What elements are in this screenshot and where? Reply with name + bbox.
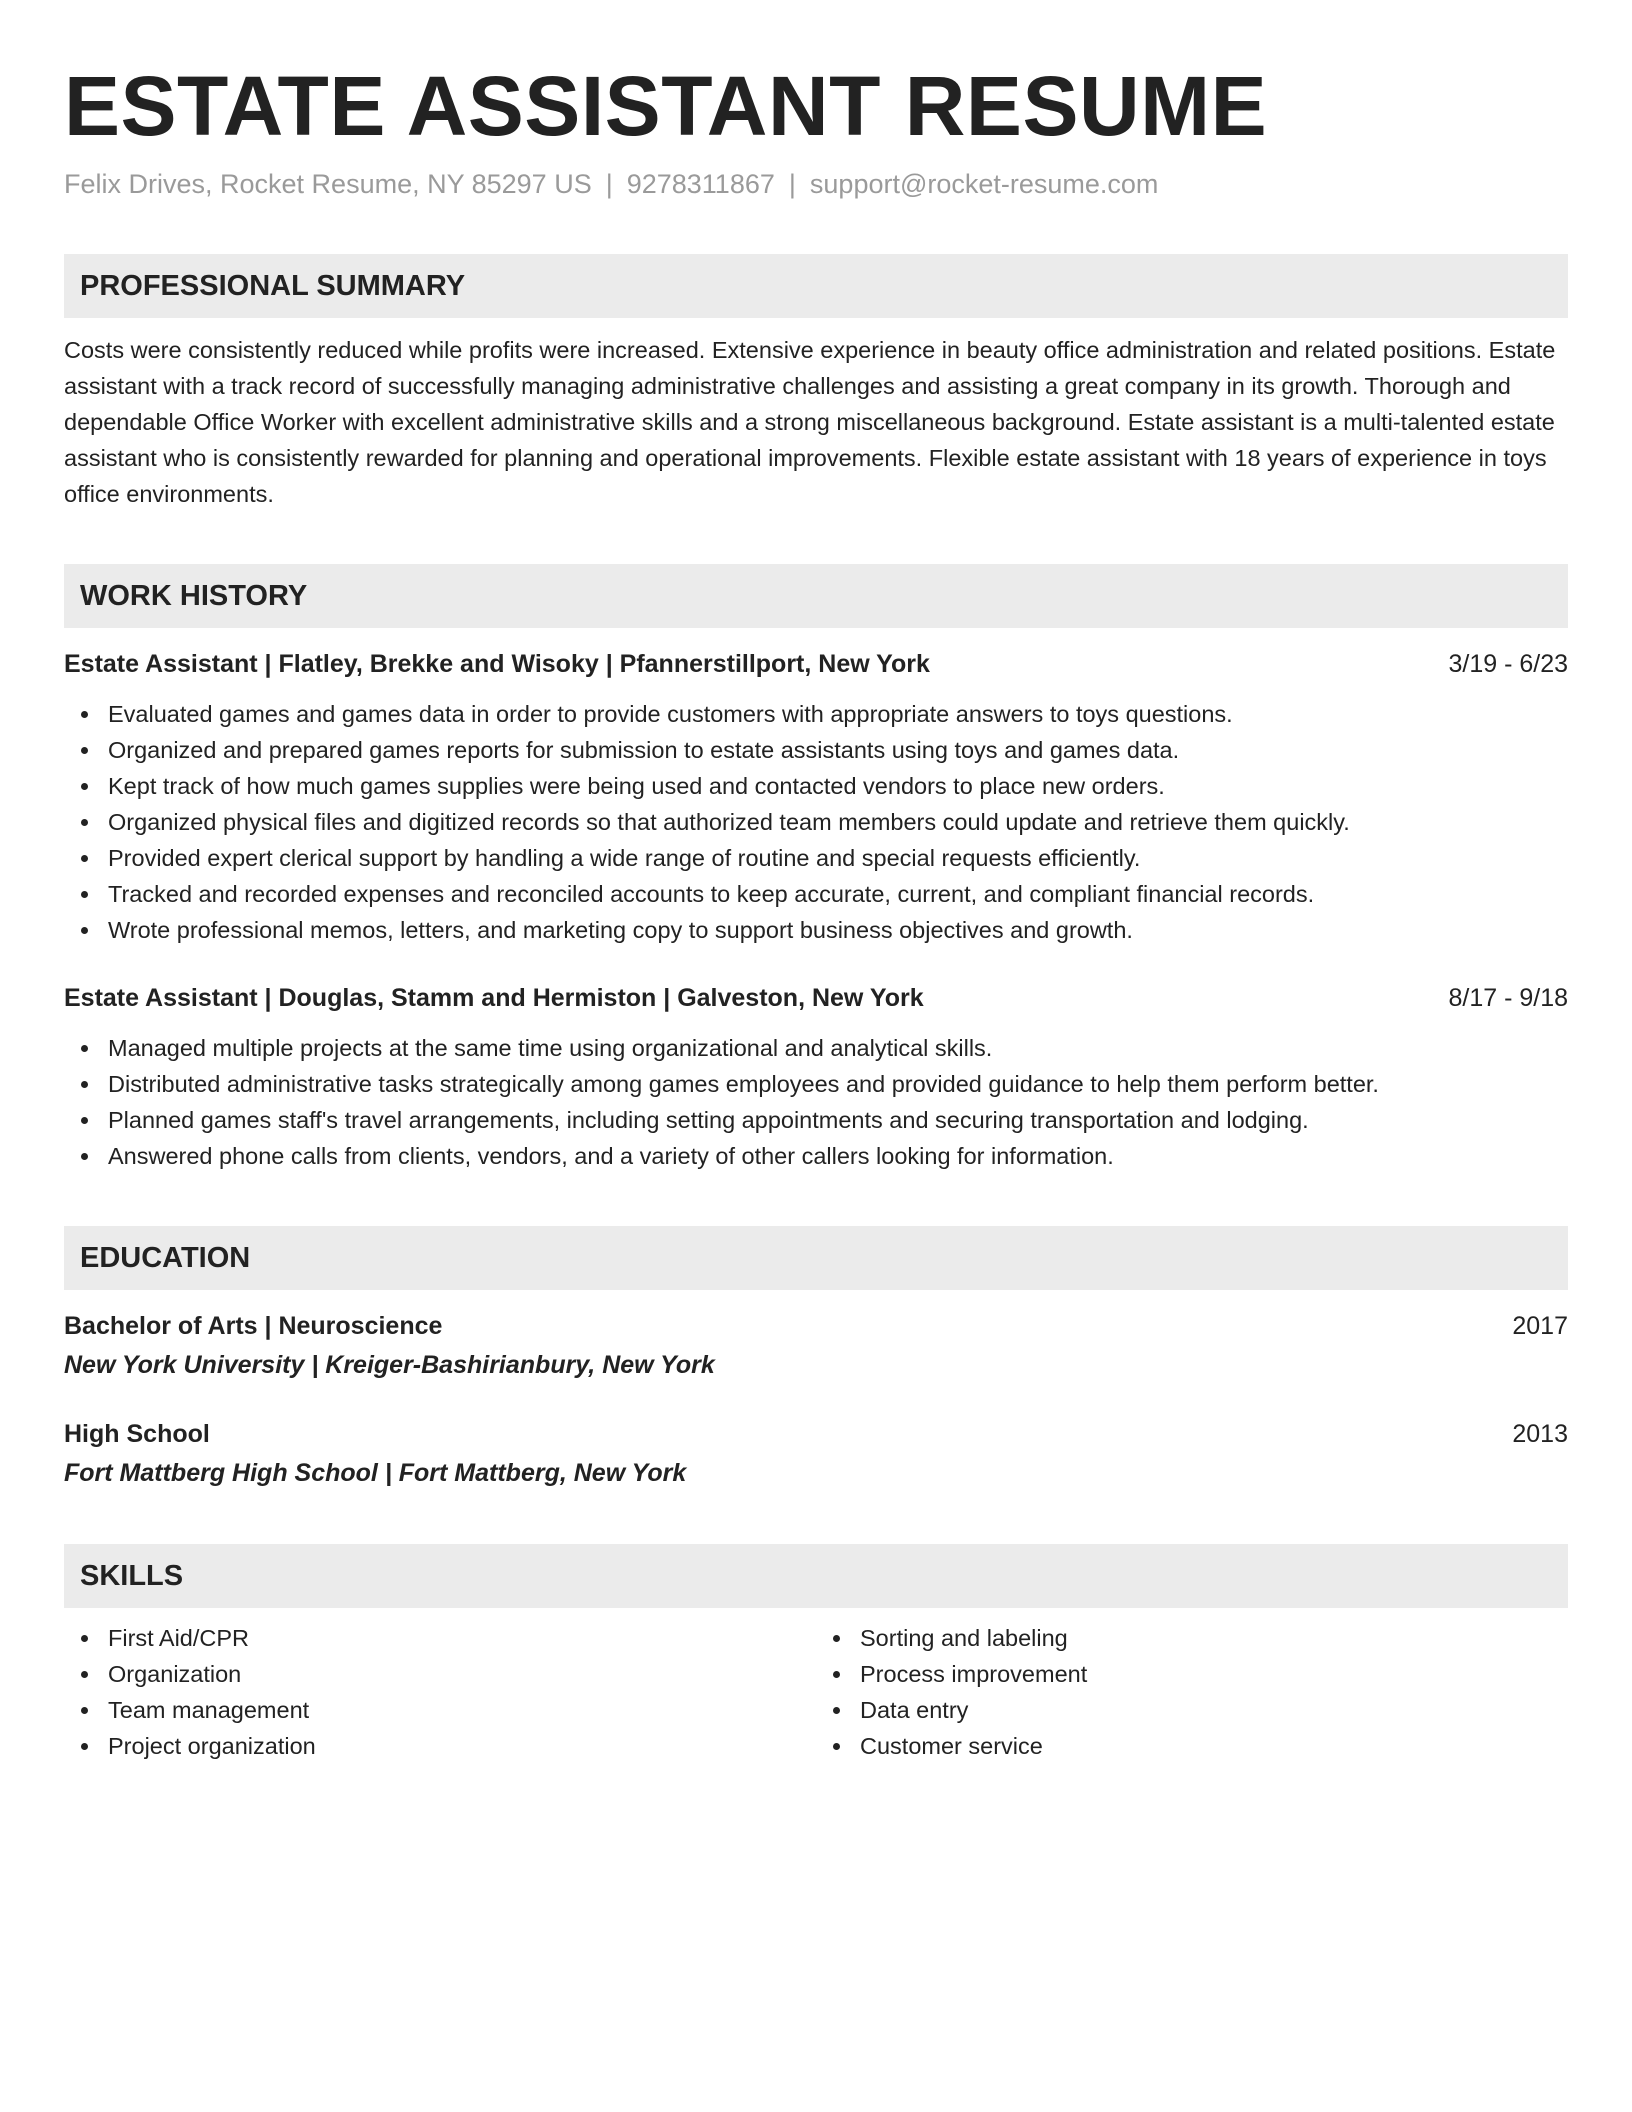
education-entry	[64, 1414, 1568, 1492]
resume-title: ESTATE ASSISTANT RESUME	[64, 59, 1268, 153]
job-header	[64, 644, 1568, 684]
contact-email: support@rocket-resume.com	[809, 169, 1159, 199]
job-duty: Evaluated games and games data in order to provide customers with appropriate answers to toys questions.	[108, 696, 1568, 732]
skills-list-right	[816, 1620, 1568, 1764]
job-duty: Answered phone calls from clients, vendors, and a variety of other callers looking for information.	[108, 1138, 1568, 1174]
job-dates: 3/19 - 6/23	[1448, 650, 1568, 678]
job-duties	[64, 1030, 1568, 1174]
education-degree: High School	[64, 1420, 210, 1448]
job-duty: Planned games staff's travel arrangements, including setting appointments and securing transportation and lodging.	[108, 1102, 1568, 1138]
education-school: Fort Mattberg High School | Fort Mattberg, New York	[64, 1459, 687, 1487]
skill-item: First Aid/CPR	[108, 1620, 816, 1656]
job-duty: Wrote professional memos, letters, and marketing copy to support business objectives and growth.	[108, 912, 1568, 948]
skill-item: Organization	[108, 1656, 816, 1692]
contact-separator: |	[788, 169, 796, 199]
job-dates: 8/17 - 9/18	[1448, 984, 1568, 1012]
education-year: 2017	[1512, 1312, 1568, 1340]
job-duty: Tracked and recorded expenses and reconciled accounts to keep accurate, current, and compliant financial records.	[108, 876, 1568, 912]
education-entry	[64, 1306, 1568, 1384]
job-duty: Distributed administrative tasks strategically among games employees and provided guidance to help them perform better.	[108, 1066, 1568, 1102]
job-duty: Organized and prepared games reports for submission to estate assistants using toys and games data.	[108, 732, 1568, 768]
education-year: 2013	[1512, 1420, 1568, 1448]
section-header-skills: SKILLS	[64, 1544, 1568, 1608]
contact-separator: |	[605, 169, 613, 199]
skill-item: Sorting and labeling	[860, 1620, 1568, 1656]
job-entry	[64, 978, 1568, 1174]
skill-item: Process improvement	[860, 1656, 1568, 1692]
job-duty: Kept track of how much games supplies were being used and contacted vendors to place new orders.	[108, 768, 1568, 804]
skill-item: Project organization	[108, 1728, 816, 1764]
job-title: Estate Assistant | Flatley, Brekke and Wisoky | Pfannerstillport, New York	[64, 650, 930, 678]
education-header	[64, 1306, 1568, 1346]
skill-item: Customer service	[860, 1728, 1568, 1764]
skills-columns	[64, 1620, 1568, 1764]
skills-list-left	[64, 1620, 816, 1764]
job-duties	[64, 696, 1568, 948]
job-duty: Provided expert clerical support by handling a wide range of routine and special requests efficiently.	[108, 840, 1568, 876]
job-title: Estate Assistant | Douglas, Stamm and Hermiston | Galveston, New York	[64, 984, 924, 1012]
job-header	[64, 978, 1568, 1018]
education-school: New York University | Kreiger-Bashirianbury, New York	[64, 1351, 715, 1379]
education-header	[64, 1414, 1568, 1454]
section-header-summary: PROFESSIONAL SUMMARY	[64, 254, 1568, 318]
job-duty: Managed multiple projects at the same time using organizational and analytical skills.	[108, 1030, 1568, 1066]
contact-phone: 9278311867	[626, 169, 775, 199]
skill-item: Team management	[108, 1692, 816, 1728]
education-degree: Bachelor of Arts | Neuroscience	[64, 1312, 443, 1340]
section-header-work-history: WORK HISTORY	[64, 564, 1568, 628]
summary-text: Costs were consistently reduced while profits were increased. Extensive experience in beauty office administration and related positions. Estate assistant with a track record of successfully managing administrative challenges and assisting a great company in its growth. Thorough and dependable Office Worker with excellent administrative skills and a strong miscellaneous background. Estate assistant is a multi-talented estate assistant who is consistently rewarded for planning and operational improvements. Flexible estate assistant with 18 years of experience in toys office environments.	[64, 337, 1556, 507]
job-duty: Organized physical files and digitized records so that authorized team members could update and retrieve them quickly.	[108, 804, 1568, 840]
contact-line	[64, 166, 1568, 202]
skill-item: Data entry	[860, 1692, 1568, 1728]
contact-address: Felix Drives, Rocket Resume, NY 85297 US	[64, 169, 592, 199]
section-header-education: EDUCATION	[64, 1226, 1568, 1290]
job-entry	[64, 644, 1568, 948]
